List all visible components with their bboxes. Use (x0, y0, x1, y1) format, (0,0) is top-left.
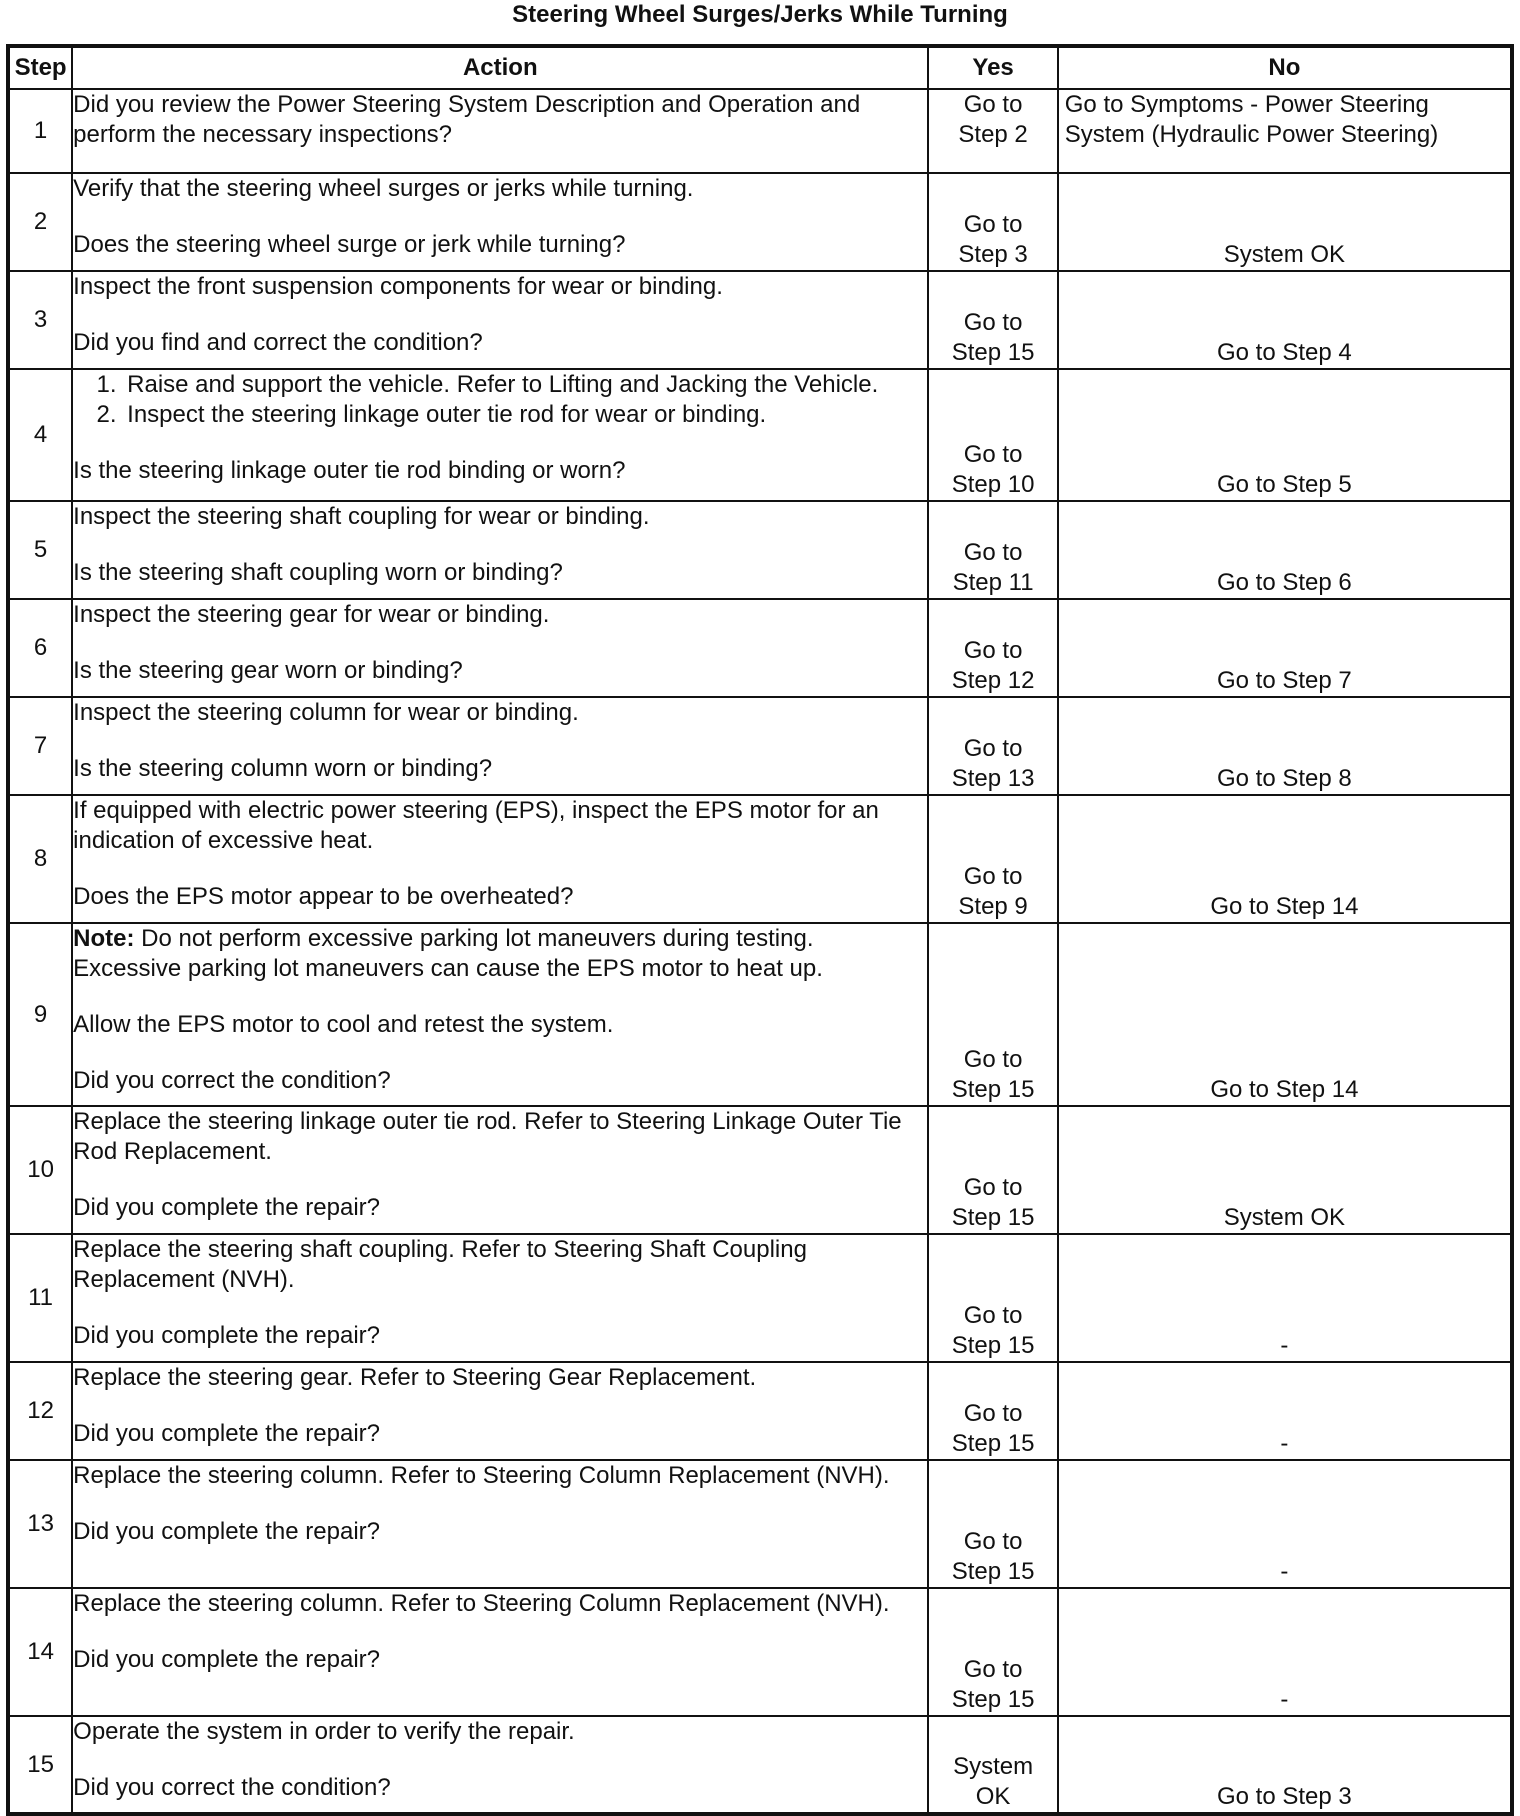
step-number: 5 (8, 501, 72, 599)
action-cell (72, 1716, 928, 1814)
question-text: Does the EPS motor appear to be overheated? (73, 883, 574, 910)
yes-line-2: Step 15 (951, 1076, 1035, 1103)
yes-line-1: Go to (963, 91, 1023, 118)
question-text: Is the steering gear worn or binding? (73, 657, 463, 684)
table-row (8, 1588, 1512, 1716)
header-action: Action (72, 46, 928, 89)
step-number: 13 (8, 1460, 72, 1588)
action-cell (72, 1362, 928, 1460)
yes-line-2: OK (975, 1783, 1011, 1810)
table-row (8, 1460, 1512, 1588)
table-row (8, 1362, 1512, 1460)
action-cell (72, 1106, 928, 1234)
yes-line-2: Step 15 (951, 1430, 1035, 1457)
yes-line-1: Go to (963, 863, 1023, 890)
no-cell: Go to Step 8 (1058, 697, 1512, 795)
yes-cell (928, 795, 1057, 923)
yes-line-1: Go to (963, 637, 1023, 664)
action-text: Inspect the steering column for wear or binding. (73, 699, 579, 726)
list-item: 2. Inspect the steering linkage outer tie rod for wear or binding. (123, 400, 927, 430)
step-number: 4 (8, 369, 72, 501)
table-row (8, 89, 1512, 173)
action-text: Replace the steering linkage outer tie rod. Refer to Steering Linkage Outer Tie Rod Replacement. (73, 1108, 902, 1165)
note-text (73, 924, 927, 984)
question-text: Did you complete the repair? (73, 1646, 380, 1673)
question-text: Is the steering shaft coupling worn or binding? (73, 559, 563, 586)
list-item: 1. Raise and support the vehicle. Refer to Lifting and Jacking the Vehicle. (123, 370, 927, 400)
header-no: No (1058, 46, 1512, 89)
no-cell: - (1058, 1460, 1512, 1588)
table-row (8, 795, 1512, 923)
question-text: Did you complete the repair? (73, 1518, 380, 1545)
step-number: 12 (8, 1362, 72, 1460)
yes-cell (928, 1588, 1057, 1716)
step-number: 14 (8, 1588, 72, 1716)
action-text: Replace the steering shaft coupling. Refer to Steering Shaft Coupling Replacement (NVH). (73, 1236, 807, 1293)
no-cell: - (1058, 1362, 1512, 1460)
table-header-row (8, 46, 1512, 89)
document-title: Steering Wheel Surges/Jerks While Turning (512, 1, 1008, 28)
yes-cell (928, 1234, 1057, 1362)
yes-cell (928, 501, 1057, 599)
action-cell (72, 697, 928, 795)
no-cell: Go to Step 4 (1058, 271, 1512, 369)
yes-line-2: Step 12 (951, 667, 1035, 694)
step-number: 15 (8, 1716, 72, 1814)
table-row (8, 1106, 1512, 1234)
action-text: If equipped with electric power steering (EPS), inspect the EPS motor for an indication of excessive heat. (73, 797, 879, 854)
action-text: Replace the steering gear. Refer to Steering Gear Replacement. (73, 1364, 757, 1391)
step-number: 1 (8, 89, 72, 173)
no-cell: - (1058, 1588, 1512, 1716)
yes-line-2: Step 15 (951, 1204, 1035, 1231)
yes-line-2: Step 9 (958, 893, 1028, 920)
table-row (8, 1234, 1512, 1362)
yes-cell (928, 1106, 1057, 1234)
table-row (8, 271, 1512, 369)
action-cell (72, 271, 928, 369)
yes-line-1: Go to (963, 735, 1023, 762)
header-step: Step (8, 46, 72, 89)
action-cell (72, 795, 928, 923)
action-text: Allow the EPS motor to cool and retest the system. (73, 1011, 614, 1038)
action-cell (72, 923, 928, 1106)
no-cell: Go to Step 5 (1058, 369, 1512, 501)
yes-line-1: Go to (963, 1400, 1023, 1427)
yes-line-1: Go to (963, 1046, 1023, 1073)
no-cell: - (1058, 1234, 1512, 1362)
question-text: Did you complete the repair? (73, 1194, 380, 1221)
yes-line-2: Step 15 (951, 1332, 1035, 1359)
table-row (8, 369, 1512, 501)
step-number: 6 (8, 599, 72, 697)
note-body: Do not perform excessive parking lot maneuvers during testing. Excessive parking lot maneuvers can cause the EPS motor to heat up. (73, 925, 823, 982)
yes-line-2: Step 11 (952, 569, 1034, 596)
no-cell: Go to Step 6 (1058, 501, 1512, 599)
action-text: Inspect the steering gear for wear or binding. (73, 601, 550, 628)
yes-cell (928, 173, 1057, 271)
yes-line-2: Step 15 (951, 1558, 1035, 1585)
no-cell: System OK (1058, 1106, 1512, 1234)
yes-line-2: Step 15 (951, 339, 1035, 366)
question-text: Is the steering column worn or binding? (73, 755, 493, 782)
step-number: 8 (8, 795, 72, 923)
step-number: 2 (8, 173, 72, 271)
no-cell: Go to Step 3 (1058, 1716, 1512, 1814)
table-row (8, 923, 1512, 1106)
yes-line-2: Step 10 (951, 471, 1035, 498)
note-label: Note: (73, 925, 135, 952)
yes-cell (928, 1716, 1057, 1814)
action-cell (72, 599, 928, 697)
yes-line-1: Go to (963, 211, 1023, 238)
action-cell (72, 173, 928, 271)
action-text: Replace the steering column. Refer to Steering Column Replacement (NVH). (73, 1590, 890, 1617)
yes-line-1: Go to (963, 1302, 1023, 1329)
question-text: Did you correct the condition? (73, 1774, 391, 1801)
table-row (8, 1716, 1512, 1814)
diagnostic-table (6, 44, 1514, 1816)
yes-cell (928, 1460, 1057, 1588)
step-number: 9 (8, 923, 72, 1106)
action-text: Operate the system in order to verify the repair. (73, 1718, 575, 1745)
action-text: Did you review the Power Steering System Description and Operation and perform the necessary inspections? (73, 91, 861, 148)
no-cell: Go to Step 14 (1058, 795, 1512, 923)
action-text: Inspect the steering shaft coupling for wear or binding. (73, 503, 650, 530)
table-row (8, 501, 1512, 599)
yes-line-1: Go to (963, 1528, 1023, 1555)
action-cell (72, 501, 928, 599)
no-cell: Go to Step 14 (1058, 923, 1512, 1106)
question-text: Did you correct the condition? (73, 1067, 391, 1094)
step-number: 7 (8, 697, 72, 795)
question-text: Did you find and correct the condition? (73, 329, 483, 356)
table-row (8, 173, 1512, 271)
action-text: Replace the steering column. Refer to Steering Column Replacement (NVH). (73, 1462, 890, 1489)
action-cell (72, 1460, 928, 1588)
yes-cell (928, 369, 1057, 501)
no-cell: Go to Step 7 (1058, 599, 1512, 697)
table-row (8, 697, 1512, 795)
action-text: Inspect the front suspension components for wear or binding. (73, 273, 723, 300)
table-row (8, 599, 1512, 697)
yes-line-1: Go to (963, 1656, 1023, 1683)
yes-line-1: Go to (963, 309, 1023, 336)
action-cell (72, 1234, 928, 1362)
yes-cell (928, 271, 1057, 369)
action-cell (72, 1588, 928, 1716)
step-number: 3 (8, 271, 72, 369)
yes-line-1: System (953, 1753, 1034, 1780)
yes-cell (928, 599, 1057, 697)
question-text: Does the steering wheel surge or jerk while turning? (73, 231, 626, 258)
step-number: 10 (8, 1106, 72, 1234)
no-cell: Go to Symptoms - Power Steering System (Hydraulic Power Steering) (1058, 89, 1512, 173)
yes-line-1: Go to (963, 1174, 1023, 1201)
step-number: 11 (8, 1234, 72, 1362)
yes-cell (928, 89, 1057, 173)
action-cell (72, 369, 928, 501)
yes-line-1: Go to (963, 441, 1023, 468)
instruction-list (73, 370, 927, 430)
yes-line-1: Go to (963, 539, 1023, 566)
question-text: Did you complete the repair? (73, 1322, 380, 1349)
yes-cell (928, 697, 1057, 795)
yes-line-2: Step 13 (951, 765, 1035, 792)
yes-cell (928, 1362, 1057, 1460)
yes-line-2: Step 2 (958, 121, 1028, 148)
no-cell: System OK (1058, 173, 1512, 271)
action-cell (72, 89, 928, 173)
header-yes: Yes (928, 46, 1057, 89)
question-text: Did you complete the repair? (73, 1420, 380, 1447)
yes-line-2: Step 15 (951, 1686, 1035, 1713)
action-text: Verify that the steering wheel surges or jerks while turning. (73, 175, 694, 202)
yes-cell (928, 923, 1057, 1106)
yes-line-2: Step 3 (958, 241, 1028, 268)
question-text: Is the steering linkage outer tie rod binding or worn? (73, 457, 626, 484)
